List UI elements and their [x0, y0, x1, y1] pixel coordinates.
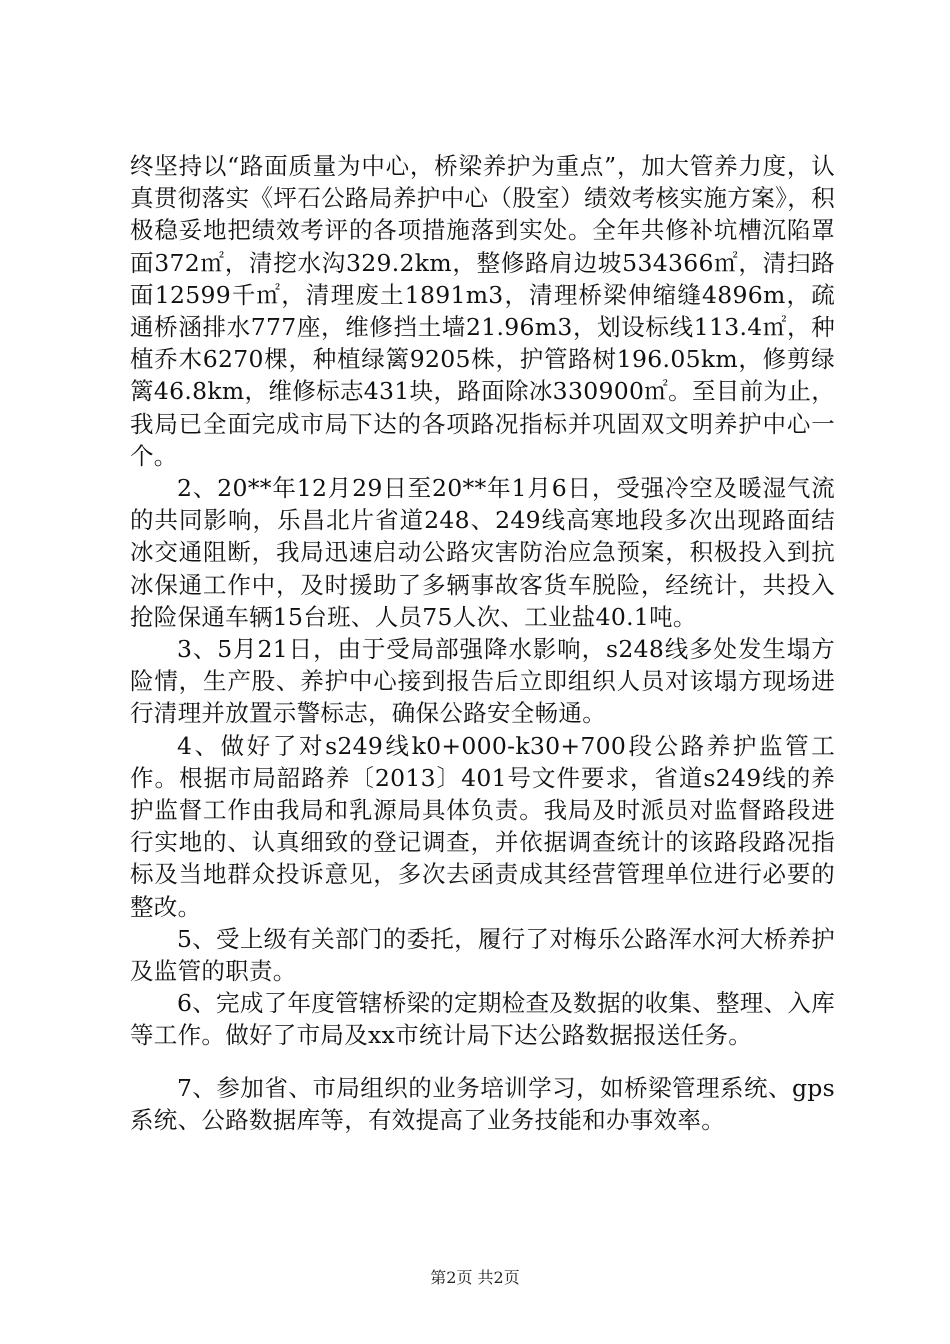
page-footer	[0, 1265, 950, 1288]
paragraph-item-4: 4、做好了对s249线k0+000-k30+700段公路养护监管工作。根据市局韶路养〔2013〕401号文件要求，省道s249线的养护监督工作由我局和乳源局具体负责。我局及时派员对监督路段进行实地的、认真细致的登记调查，并依据调查统计的该路段路况指标及当地群众投诉意见，多次去函责成其经营管理单位进行必要的整改。	[130, 731, 835, 921]
paragraph-item-5: 5、受上级有关部门的委托，履行了对梅乐公路浑水河大桥养护及监管的职责。	[130, 924, 835, 986]
paragraph-item-2: 2、20**年12月29日至20**年1月6日，受强冷空及暖湿气流的共同影响，乐昌北片省道248、249线高寒地段多次出现路面结冰交通阻断，我局迅速启动公路灾害防治应急预案，积极投入到抗冰保通工作中，及时援助了多辆事故客货车脱险，经统计，共投入抢险保通车辆15台班、人员75人次、工业盐40.1吨。	[130, 474, 835, 631]
document-body	[130, 150, 835, 1136]
page-number-label: 第2页 共2页	[430, 1268, 520, 1287]
paragraph-item-7: 7、参加省、市局组织的业务培训学习，如桥梁管理系统、gps系统、公路数据库等，有效提高了业务技能和办事效率。	[130, 1073, 835, 1134]
paragraph-item-6: 6、完成了年度管辖桥梁的定期检查及数据的收集、整理、入库等工作。做好了市局及xx市统计局下达公路数据报送任务。	[130, 989, 835, 1050]
paragraph-summary: 终坚持以“路面质量为中心，桥梁养护为重点”，加大管养力度，认真贯彻落实《坪石公路局养护中心（股室）绩效考核实施方案》，积极稳妥地把绩效考评的各项措施落到实处。全年共修补坑槽沉陷罩面372㎡，清挖水沟329.2km，整修路肩边坡534366㎡，清扫路面12599千㎡，清理废土1891m3，清理桥梁伸缩缝4896m，疏通桥涵排水777座，维修挡土墙21.96m3，划设标线113.4㎡，种植乔木6270棵，种植绿篱9205株，护管路树196.05km，修剪绿篱46.8km，维修标志431块，路面除冰330900㎡。至目前为止，我局已全面完成市局下达的各项路况指标并巩固双文明养护中心一个。	[130, 152, 835, 470]
paragraph-item-3: 3、5月21日，由于受局部强降水影响，s248线多处发生塌方险情，生产股、养护中心接到报告后立即组织人员对该塌方现场进行清理并放置示警标志，确保公路安全畅通。	[130, 635, 835, 728]
paragraph-gap	[130, 1052, 835, 1072]
